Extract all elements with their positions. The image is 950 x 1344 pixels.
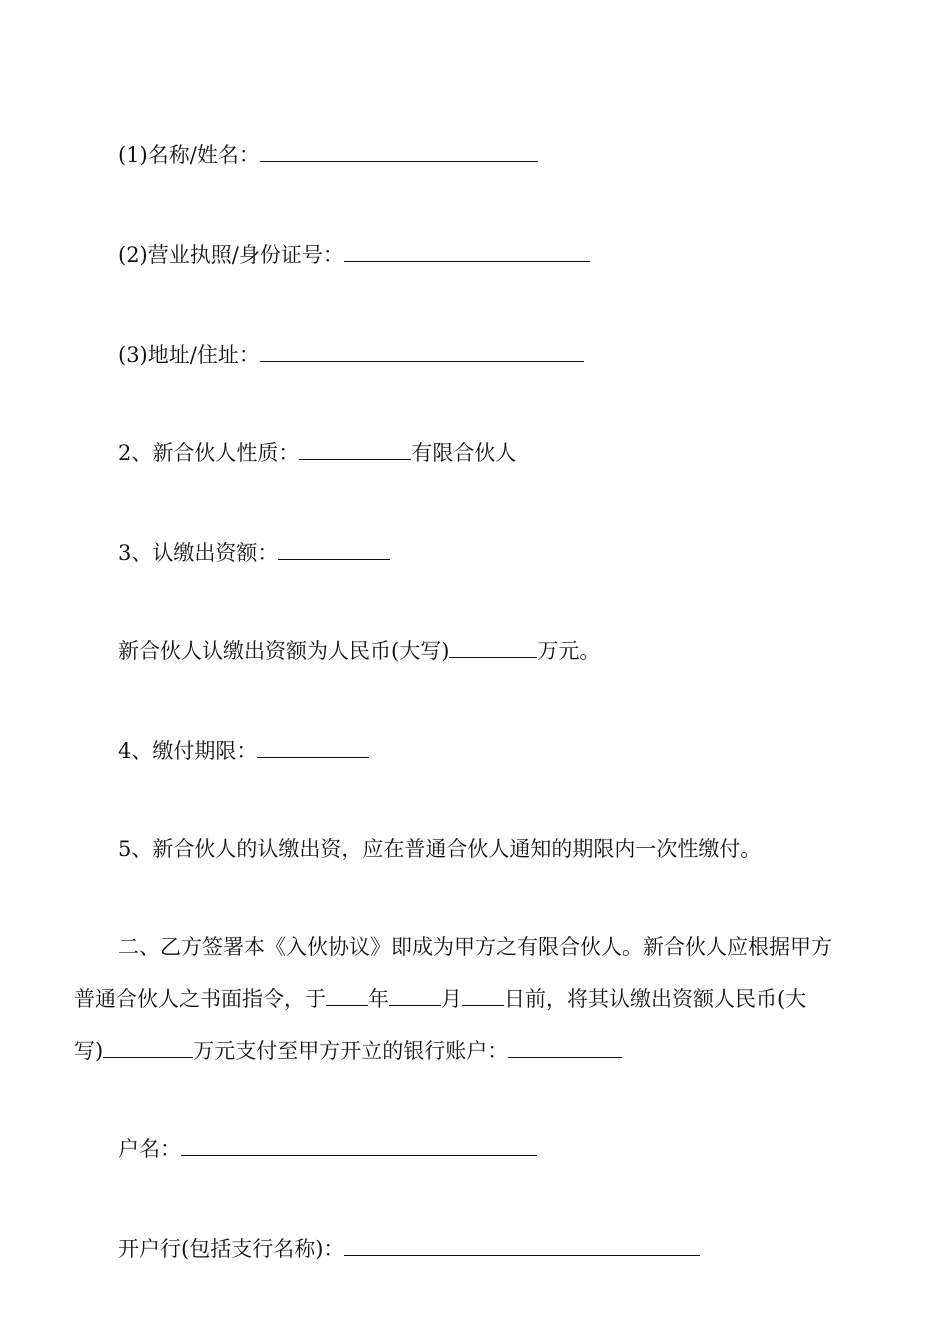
payment-deadline <box>118 736 369 766</box>
subscription-amount-blank[interactable] <box>278 539 390 560</box>
subscription-rmb-unit: 万元。 <box>537 639 601 663</box>
partner-nature-suffix: 有限合伙人 <box>411 441 517 465</box>
field-license-id <box>118 240 590 270</box>
month-label: 月 <box>441 987 462 1011</box>
section-two-text2a: 普通合伙人之书面指令，于 <box>74 987 326 1011</box>
address-label: (3)地址/住址： <box>118 343 260 367</box>
partner-nature-label: 2、新合伙人性质： <box>118 441 300 465</box>
license-id-label: (2)营业执照/身份证号： <box>118 243 344 267</box>
field-name-label: (1)名称/姓名： <box>118 143 260 167</box>
payment-deadline-blank[interactable] <box>257 737 369 758</box>
subscription-rmb-label: 新合伙人认缴出资额为人民币(大写) <box>118 639 450 663</box>
section-two-line2 <box>74 984 806 1014</box>
year-label: 年 <box>368 987 389 1011</box>
bank-branch-label: 开户行(包括支行名称)： <box>118 1237 345 1261</box>
section-two-line3 <box>74 1036 622 1066</box>
bank-account-blank[interactable] <box>508 1037 622 1058</box>
field-address <box>118 340 584 370</box>
subscription-amount <box>118 538 390 568</box>
subscription-rmb <box>118 636 600 666</box>
field-name <box>118 140 538 170</box>
section-two-line1 <box>118 932 832 962</box>
account-name <box>118 1134 537 1164</box>
license-id-blank[interactable] <box>344 241 590 262</box>
account-name-blank[interactable] <box>181 1135 537 1156</box>
bank-branch-blank[interactable] <box>344 1235 700 1256</box>
section-two-text1: 二、乙方签署本《入伙协议》即成为甲方之有限合伙人。新合伙人应根据甲方 <box>118 935 832 959</box>
name-blank[interactable] <box>260 141 538 162</box>
payment-clause-text: 5、新合伙人的认缴出资，应在普通合伙人通知的期限内一次性缴付。 <box>118 837 762 861</box>
account-name-label: 户名： <box>118 1137 181 1161</box>
partner-nature <box>118 438 516 468</box>
year-blank[interactable] <box>326 985 368 1006</box>
address-blank[interactable] <box>260 341 584 362</box>
subscription-rmb-blank[interactable] <box>449 637 537 658</box>
section-two-text3b: 万元支付至甲方开立的银行账户： <box>193 1039 509 1063</box>
day-blank[interactable] <box>462 985 504 1006</box>
payment-clause <box>118 834 761 864</box>
section-two-text3a: 写) <box>74 1039 104 1063</box>
amount-words-blank[interactable] <box>103 1037 193 1058</box>
month-blank[interactable] <box>389 985 441 1006</box>
partner-nature-blank[interactable] <box>299 439 411 460</box>
subscription-amount-label: 3、认缴出资额： <box>118 541 279 565</box>
payment-deadline-label: 4、缴付期限： <box>118 739 258 763</box>
bank-branch <box>118 1234 700 1264</box>
section-two-text2d: 日前，将其认缴出资额人民币(大 <box>504 987 807 1011</box>
